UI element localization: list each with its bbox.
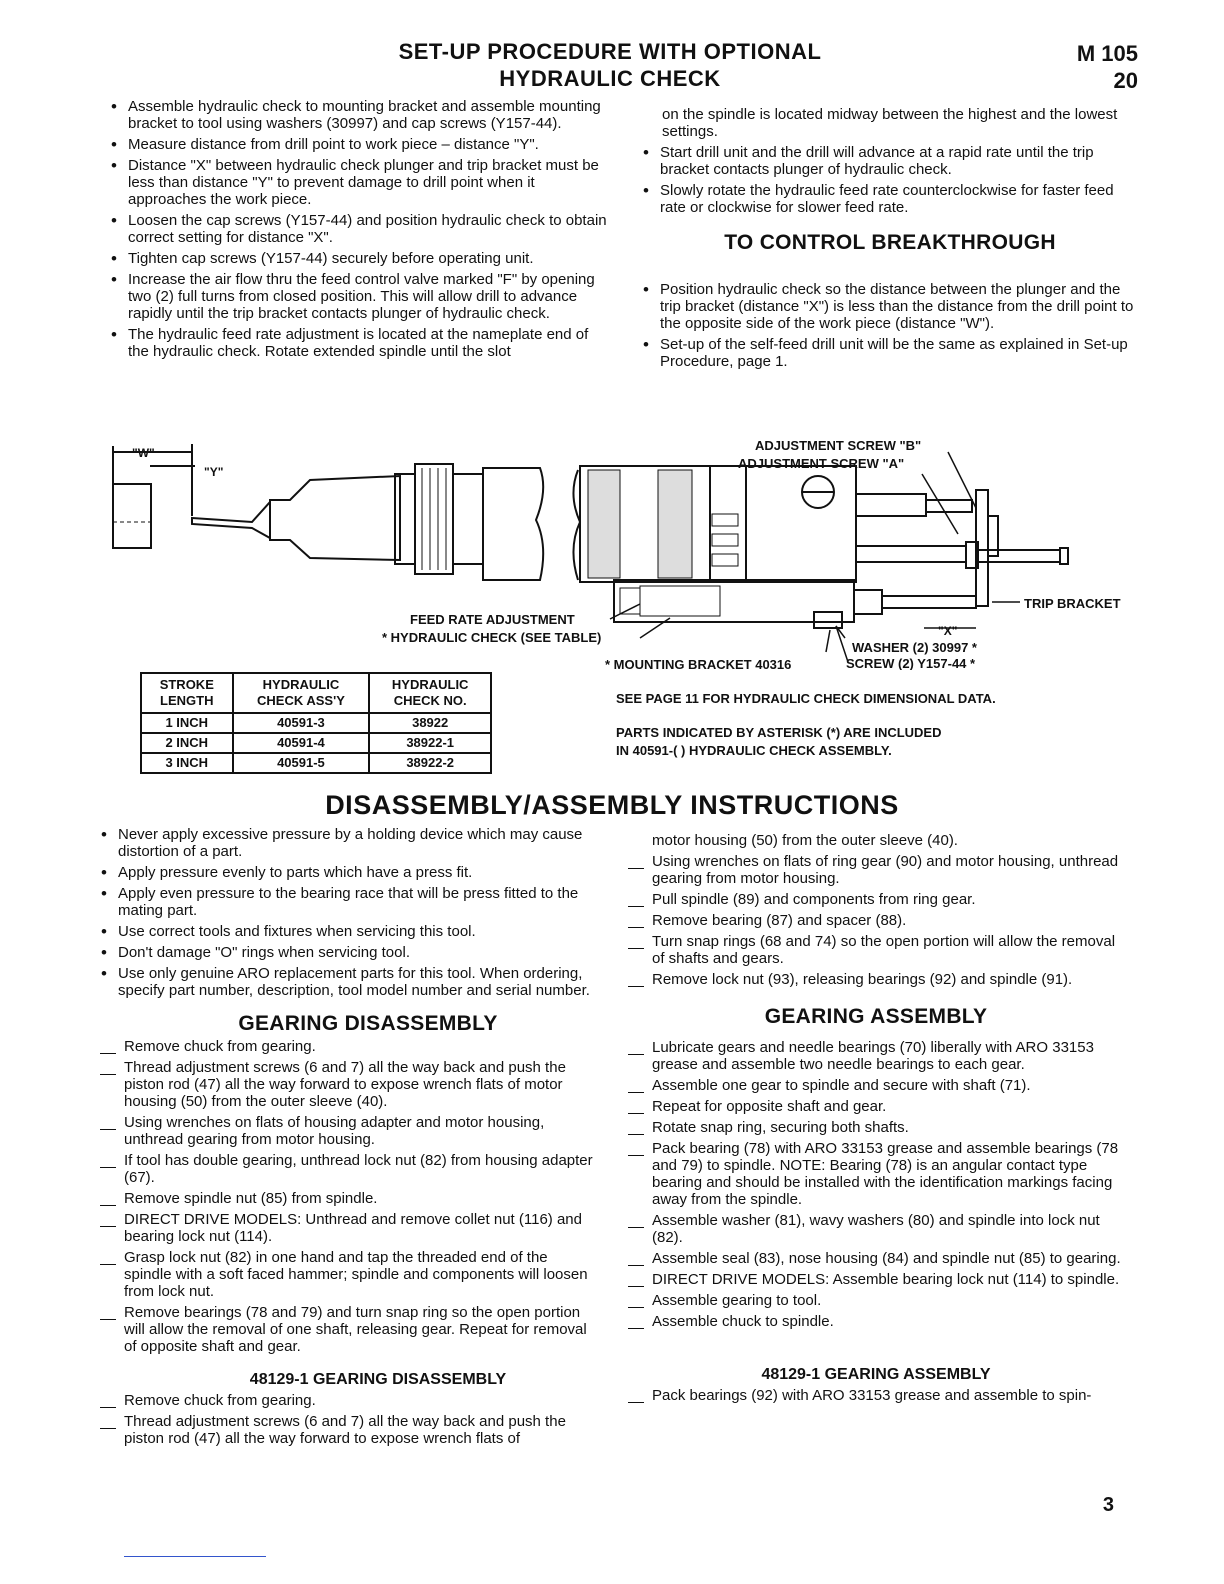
list-item: Remove bearings (78 and 79) and turn snap ring so the open portion will allow the removal of one shaft, releasing gear. Repeat for removal of opposite shaft and gear.	[98, 1304, 598, 1355]
disassembly-assembly-heading: DISASSEMBLY/ASSEMBLY INSTRUCTIONS	[325, 790, 899, 820]
list-item: Pack bearing (78) with ARO 33153 grease and assemble bearings (78 and 79) to spindle. NOTE: Bearing (78) is an angular contact type bearing and should be installed with the identification markings facing away from the spindle.	[626, 1140, 1126, 1208]
asterisk-note-line-2: IN 40591-( ) HYDRAULIC CHECK ASSEMBLY.	[616, 743, 892, 758]
table-cell: 2 INCH	[141, 733, 233, 753]
right-disassembly-steps	[626, 853, 1126, 988]
assembly-right-column	[626, 832, 1126, 1408]
list-item: • Increase the air flow thru the feed control valve marked "F" by opening two (2) full turns from closed position. This will allow drill to advance rapidly until the trip bracket contacts plunger of hydraulic check.	[108, 271, 608, 322]
list-item: Using wrenches on flats of ring gear (90) and motor housing, unthread gearing from motor housing.	[626, 853, 1126, 887]
list-item: • Assemble hydraulic check to mounting bracket and assemble mounting bracket to tool using washers (30997) and cap screws (Y157-44).	[108, 98, 608, 132]
label-hydraulic-check: * HYDRAULIC CHECK (SEE TABLE)	[382, 630, 602, 645]
list-item: • Apply pressure evenly to parts which have a press fit.	[98, 864, 598, 881]
gearing-disassembly-steps	[98, 1038, 598, 1355]
dim-y-label: "Y"	[204, 465, 224, 479]
label-mounting-bracket: * MOUNTING BRACKET 40316	[605, 657, 792, 672]
hydraulic-check-diagram	[0, 430, 1224, 670]
list-item: DIRECT DRIVE MODELS: Unthread and remove collet nut (116) and bearing lock nut (114).	[98, 1211, 598, 1245]
table-cell: 40591-3	[233, 713, 370, 733]
list-item: • Apply even pressure to the bearing race that will be press fitted to the mating part.	[98, 885, 598, 919]
list-item: If tool has double gearing, unthread lock nut (82) from housing adapter (67).	[98, 1152, 598, 1186]
asterisk-note-line-1: PARTS INDICATED BY ASTERISK (*) ARE INCLUDED	[616, 725, 942, 740]
label-adjustment-screw-a: ADJUSTMENT SCREW "A"	[738, 456, 905, 471]
list-item: • Position hydraulic check so the distance between the plunger and the trip bracket (distance "X") is less than the distance from the drill point to the opposite side of the work piece (distance "W").	[640, 281, 1140, 332]
list-item: • Slowly rotate the hydraulic feed rate counterclockwise for faster feed rate or clockwise for slower feed rate.	[640, 182, 1140, 216]
list-item: Lubricate gears and needle bearings (70) liberally with ARO 33153 grease and assemble two needle bearings to each gear.	[626, 1039, 1126, 1073]
label-feed-rate-adjustment: FEED RATE ADJUSTMENT	[410, 612, 575, 627]
list-item: • Measure distance from drill point to work piece – distance "Y".	[108, 136, 608, 153]
list-item: Repeat for opposite shaft and gear.	[626, 1098, 1126, 1115]
label-screw: SCREW (2) Y157-44 *	[846, 656, 976, 670]
gearing-48129-assembly-heading: 48129-1 GEARING ASSEMBLY	[761, 1366, 991, 1383]
table-cell: 38922	[369, 713, 491, 733]
list-item: Rotate snap ring, securing both shafts.	[626, 1119, 1126, 1136]
list-item: Grasp lock nut (82) in one hand and tap the threaded end of the spindle with a soft faced hammer; spindle and components will loosen from lock nut.	[98, 1249, 598, 1300]
list-item: • Start drill unit and the drill will advance at a rapid rate until the trip bracket contacts plunger of hydraulic check.	[640, 144, 1140, 178]
right-continuation: motor housing (50) from the outer sleeve (40).	[652, 832, 958, 849]
breakthrough-list	[640, 281, 1140, 370]
table-header-row	[141, 673, 491, 713]
table-cell: 38922-1	[369, 733, 491, 753]
setup-left-column	[108, 98, 608, 364]
page-reference-note: SEE PAGE 11 FOR HYDRAULIC CHECK DIMENSIONAL DATA.	[616, 691, 996, 706]
gearing-disassembly-heading: GEARING DISASSEMBLY	[238, 1012, 498, 1035]
list-item: Pull spindle (89) and components from ring gear.	[626, 891, 1126, 908]
table-cell: 38922-2	[369, 753, 491, 773]
list-item: Assemble one gear to spindle and secure with shaft (71).	[626, 1077, 1126, 1094]
gearing-48129-disassembly-heading: 48129-1 GEARING DISASSEMBLY	[249, 1371, 507, 1388]
list-item: • Tighten cap screws (Y157-44) securely before operating unit.	[108, 250, 608, 267]
footer-divider	[124, 1556, 266, 1557]
list-item: • Use only genuine ARO replacement parts for this tool. When ordering, specify part number, description, tool model number and serial number.	[98, 965, 598, 999]
asterisk-note	[616, 724, 942, 760]
table-row	[141, 713, 491, 733]
list-item: • Loosen the cap screws (Y157-44) and position hydraulic check to obtain correct setting for distance "X".	[108, 212, 608, 246]
list-item: Remove spindle nut (85) from spindle.	[98, 1190, 598, 1207]
col-header-stroke: STROKE LENGTH	[141, 673, 233, 713]
list-item: Remove chuck from gearing.	[98, 1038, 598, 1055]
list-item: Pack bearings (92) with ARO 33153 grease and assemble to spin-	[626, 1387, 1126, 1404]
setup-left-list	[108, 98, 608, 360]
list-item: • Set-up of the self-feed drill unit will be the same as explained in Set-up Procedure, page 1.	[640, 336, 1140, 370]
label-adjustment-screw-b: ADJUSTMENT SCREW "B"	[755, 438, 922, 453]
model-header	[1077, 40, 1138, 94]
disassembly-left-column	[98, 826, 598, 1451]
model-number: M 105	[1076, 41, 1138, 66]
hydraulic-check-table	[140, 672, 492, 774]
list-item: Remove chuck from gearing.	[98, 1392, 598, 1409]
list-item: • Don't damage "O" rings when servicing tool.	[98, 944, 598, 961]
list-item: Remove lock nut (93), releasing bearings (92) and spindle (91).	[626, 971, 1126, 988]
title-line-1: SET-UP PROCEDURE WITH OPTIONAL	[398, 39, 822, 64]
setup-continuation: on the spindle is located midway between the highest and the lowest settings.	[662, 106, 1118, 140]
table-cell: 40591-4	[233, 733, 370, 753]
label-washer: WASHER (2) 30997 *	[852, 640, 977, 655]
list-item: Thread adjustment screws (6 and 7) all the way back and push the piston rod (47) all the way forward to expose wrench flats of motor housing (50) from the outer sleeve (40).	[98, 1059, 598, 1110]
table-cell: 1 INCH	[141, 713, 233, 733]
page-title	[300, 38, 920, 92]
list-item: • Distance "X" between hydraulic check plunger and trip bracket must be less than distance "Y" to prevent damage to drill point when it approaches the work piece.	[108, 157, 608, 208]
dim-w-label: "W"	[132, 446, 155, 460]
dim-x-label: "X"	[938, 624, 958, 638]
gearing-assembly-heading: GEARING ASSEMBLY	[764, 1005, 988, 1028]
list-item: Assemble seal (83), nose housing (84) and spindle nut (85) to gearing.	[626, 1250, 1126, 1267]
gearing-assembly-steps	[626, 1039, 1126, 1330]
list-item: Assemble washer (81), wavy washers (80) and spindle into lock nut (82).	[626, 1212, 1126, 1246]
list-item: Using wrenches on flats of housing adapter and motor housing, unthread gearing from motor housing.	[98, 1114, 598, 1148]
page-number: 3	[1102, 1494, 1114, 1516]
table-row	[141, 753, 491, 773]
gearing-48129-assembly-steps	[626, 1387, 1126, 1404]
list-item: • Use correct tools and fixtures when servicing this tool.	[98, 923, 598, 940]
setup-right-list	[640, 144, 1140, 216]
table-cell: 40591-5	[233, 753, 370, 773]
list-item: Thread adjustment screws (6 and 7) all the way back and push the piston rod (47) all the way forward to expose wrench flats of	[98, 1413, 598, 1447]
list-item: Turn snap rings (68 and 74) so the open portion will allow the removal of shafts and gears.	[626, 933, 1126, 967]
setup-right-column	[640, 106, 1140, 374]
list-item: • Never apply excessive pressure by a holding device which may cause distortion of a part.	[98, 826, 598, 860]
gearing-48129-disassembly-steps	[98, 1392, 598, 1447]
page-code: 20	[1113, 68, 1138, 93]
col-header-check-no: HYDRAULIC CHECK NO.	[369, 673, 491, 713]
list-item: Assemble gearing to tool.	[626, 1292, 1126, 1309]
title-line-2: HYDRAULIC CHECK	[499, 66, 721, 91]
table-cell: 3 INCH	[141, 753, 233, 773]
general-instructions-list	[98, 826, 598, 999]
breakthrough-heading: TO CONTROL BREAKTHROUGH	[724, 231, 1056, 254]
list-item: • The hydraulic feed rate adjustment is located at the nameplate end of the hydraulic check. Rotate extended spindle until the slot	[108, 326, 608, 360]
list-item: DIRECT DRIVE MODELS: Assemble bearing lock nut (114) to spindle.	[626, 1271, 1126, 1288]
list-item: Remove bearing (87) and spacer (88).	[626, 912, 1126, 929]
label-trip-bracket: TRIP BRACKET	[1024, 596, 1121, 611]
col-header-assy: HYDRAULIC CHECK ASS'Y	[233, 673, 370, 713]
list-item: Assemble chuck to spindle.	[626, 1313, 1126, 1330]
table-row	[141, 733, 491, 753]
